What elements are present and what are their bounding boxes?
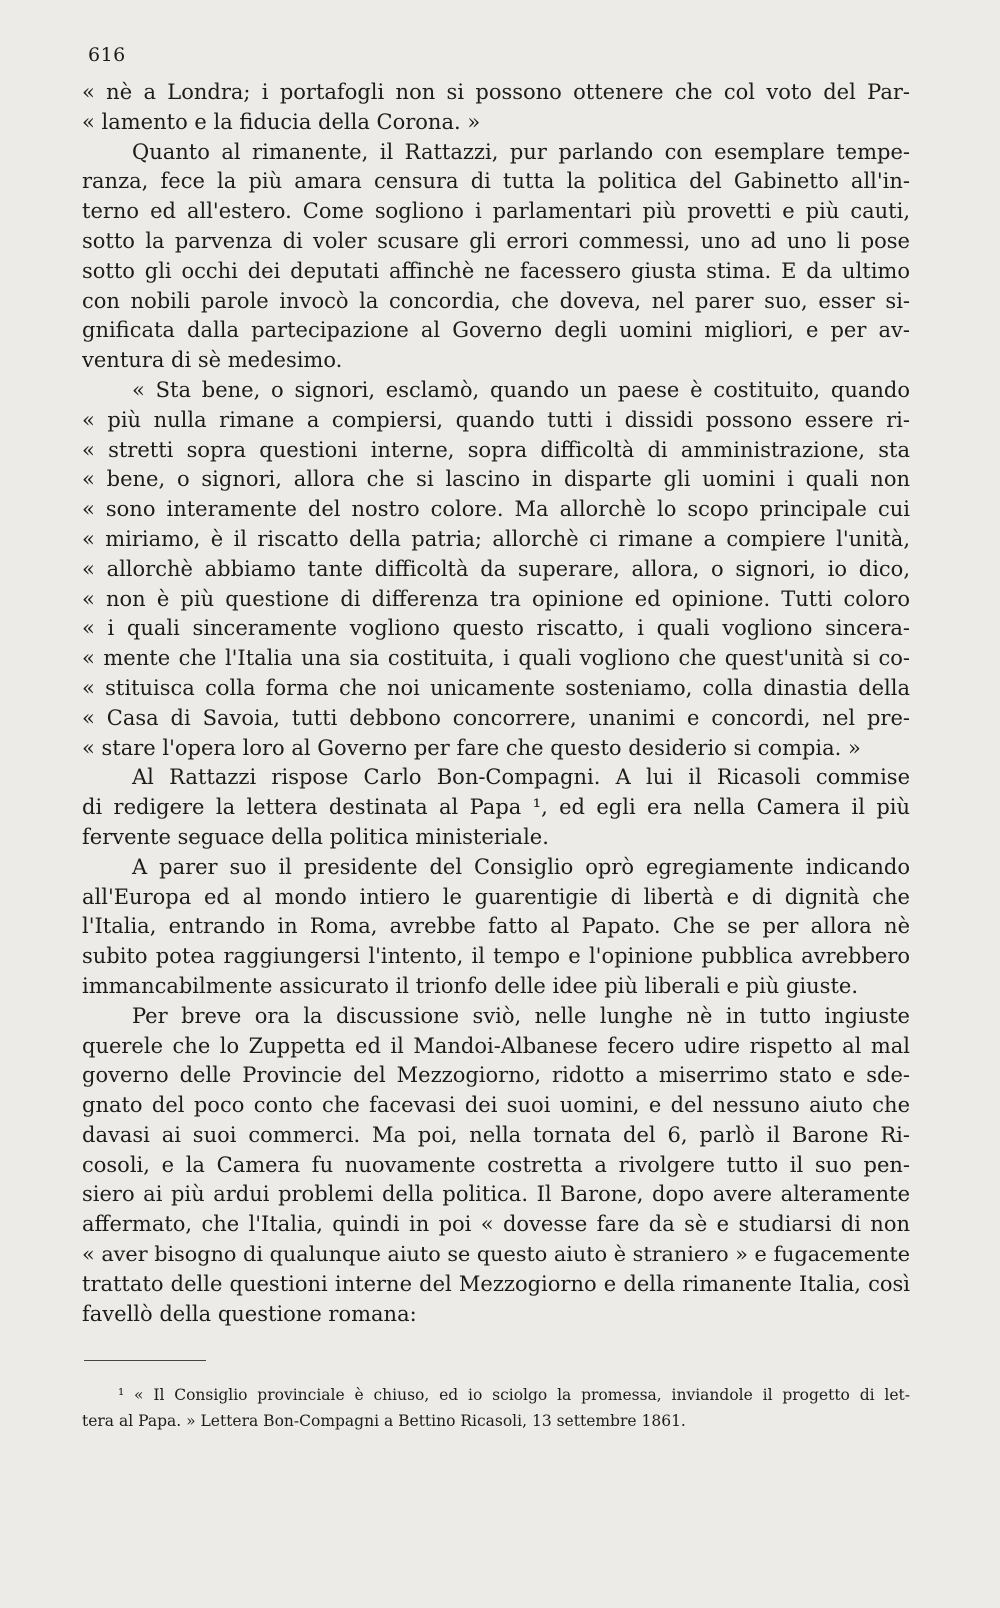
text-line: l'Italia, entrando in Roma, avrebbe fatto al Papato. Che se per allora nè [82, 914, 910, 939]
text-line: governo delle Provincie del Mezzogiorno, ridotto a miserrimo stato e sde- [82, 1063, 910, 1088]
text-line: fervente seguace della politica ministeriale. [82, 824, 549, 849]
footnotes [82, 1382, 910, 1434]
text-line: ranza, fece la più amara censura di tutta la politica del Gabinetto all'in- [82, 169, 910, 194]
footnote-divider [84, 1360, 206, 1361]
footnote-line: ¹ « Il Consiglio provinciale è chiuso, ed io sciolgo la promessa, inviandole il progetto di let- [118, 1386, 910, 1404]
text-line: subito potea raggiungersi l'intento, il tempo e l'opinione pubblica avrebbero [82, 944, 910, 969]
text-line: sotto gli occhi dei deputati affinchè ne facessero giusta stima. E da ultimo [82, 258, 910, 283]
footnote-line: tera al Papa. » Lettera Bon-Compagni a Bettino Ricasoli, 13 settembre 1861. [82, 1412, 686, 1430]
text-line: « bene, o signori, allora che si lascino in disparte gli uomini i quali non [82, 467, 910, 492]
text-line: gnato del poco conto che facevasi dei suoi uomini, e del nessuno aiuto che [82, 1093, 910, 1118]
text-line: « lamento e la fiducia della Corona. » [82, 109, 481, 134]
text-line: « non è più questione di differenza tra opinione ed opinione. Tutti coloro [82, 586, 910, 611]
text-line: favellò della questione romana: [82, 1301, 417, 1326]
text-line: A parer suo il presidente del Consiglio oprò egregiamente indicando [132, 854, 910, 879]
text-line: siero ai più ardui problemi della politica. Il Barone, dopo avere alteramente [82, 1182, 910, 1207]
text-line: sotto la parvenza di voler scusare gli errori commessi, uno ad uno li pose [82, 228, 910, 253]
text-line: « più nulla rimane a compiersi, quando tutti i dissidi possono essere ri- [82, 407, 910, 432]
text-line: Per breve ora la discussione sviò, nelle lunghe nè in tutto ingiuste [132, 1003, 910, 1028]
text-line: « Casa di Savoia, tutti debbono concorrere, unanimi e concordi, nel pre- [82, 705, 910, 730]
text-line: all'Europa ed al mondo intiero le guarentigie di libertà e di dignità che [82, 884, 910, 909]
text-line: « nè a Londra; i portafogli non si possono ottenere che col voto del Par- [82, 80, 910, 104]
text-line: « i quali sinceramente vogliono questo riscatto, i quali vogliono sincera- [82, 616, 910, 641]
text-line: « Sta bene, o signori, esclamò, quando un paese è costituito, quando [132, 377, 910, 402]
body-text [82, 78, 910, 1329]
text-line: trattato delle questioni interne del Mezzogiorno e della rimanente Italia, così [82, 1271, 910, 1296]
text-line: « stituisca colla forma che noi unicamente sosteniamo, colla dinastia della [82, 675, 910, 700]
text-line: affermato, che l'Italia, quindi in poi « dovesse fare da sè e studiarsi di non [82, 1212, 910, 1237]
text-line: « sono interamente del nostro colore. Ma allorchè lo scopo principale cui [82, 497, 910, 522]
text-line: « miriamo, è il riscatto della patria; allorchè ci rimane a compiere l'unità, [82, 526, 910, 551]
text-line: Al Rattazzi rispose Carlo Bon-Compagni. A lui il Ricasoli commise [132, 765, 910, 790]
text-line: con nobili parole invocò la concordia, che doveva, nel parer suo, esser si- [82, 288, 910, 313]
text-line: gnificata dalla partecipazione al Governo degli uomini migliori, e per av- [82, 318, 910, 343]
text-line: « stretti sopra questioni interne, sopra difficoltà di amministrazione, sta [82, 437, 910, 462]
text-line: « aver bisogno di qualunque aiuto se questo aiuto è straniero » e fugacemente [82, 1242, 910, 1267]
text-line: « stare l'opera loro al Governo per fare che questo desiderio si compia. » [82, 735, 861, 760]
text-line: querele che lo Zuppetta ed il Mandoi-Albanese fecero udire rispetto al mal [82, 1033, 910, 1058]
text-line: « allorchè abbiamo tante difficoltà da superare, allora, o signori, io dico, [82, 556, 910, 581]
text-line: davasi ai suoi commerci. Ma poi, nella tornata del 6, parlò il Barone Ri- [82, 1122, 910, 1147]
text-line: terno ed all'estero. Come sogliono i parlamentari più provetti e più cauti, [82, 199, 910, 224]
text-line: ventura di sè medesimo. [82, 348, 343, 373]
text-line: « mente che l'Italia una sia costituita, i quali vogliono che quest'unità si co- [82, 646, 910, 671]
text-line: Quanto al rimanente, il Rattazzi, pur parlando con esemplare tempe- [132, 139, 910, 164]
text-line: immancabilmente assicurato il trionfo delle idee più liberali e più giuste. [82, 973, 858, 998]
text-line: di redigere la lettera destinata al Papa ¹, ed egli era nella Camera il più [82, 795, 910, 820]
text-line: cosoli, e la Camera fu nuovamente costretta a rivolgere tutto il suo pen- [82, 1152, 910, 1177]
page-number: 616 [88, 44, 126, 66]
